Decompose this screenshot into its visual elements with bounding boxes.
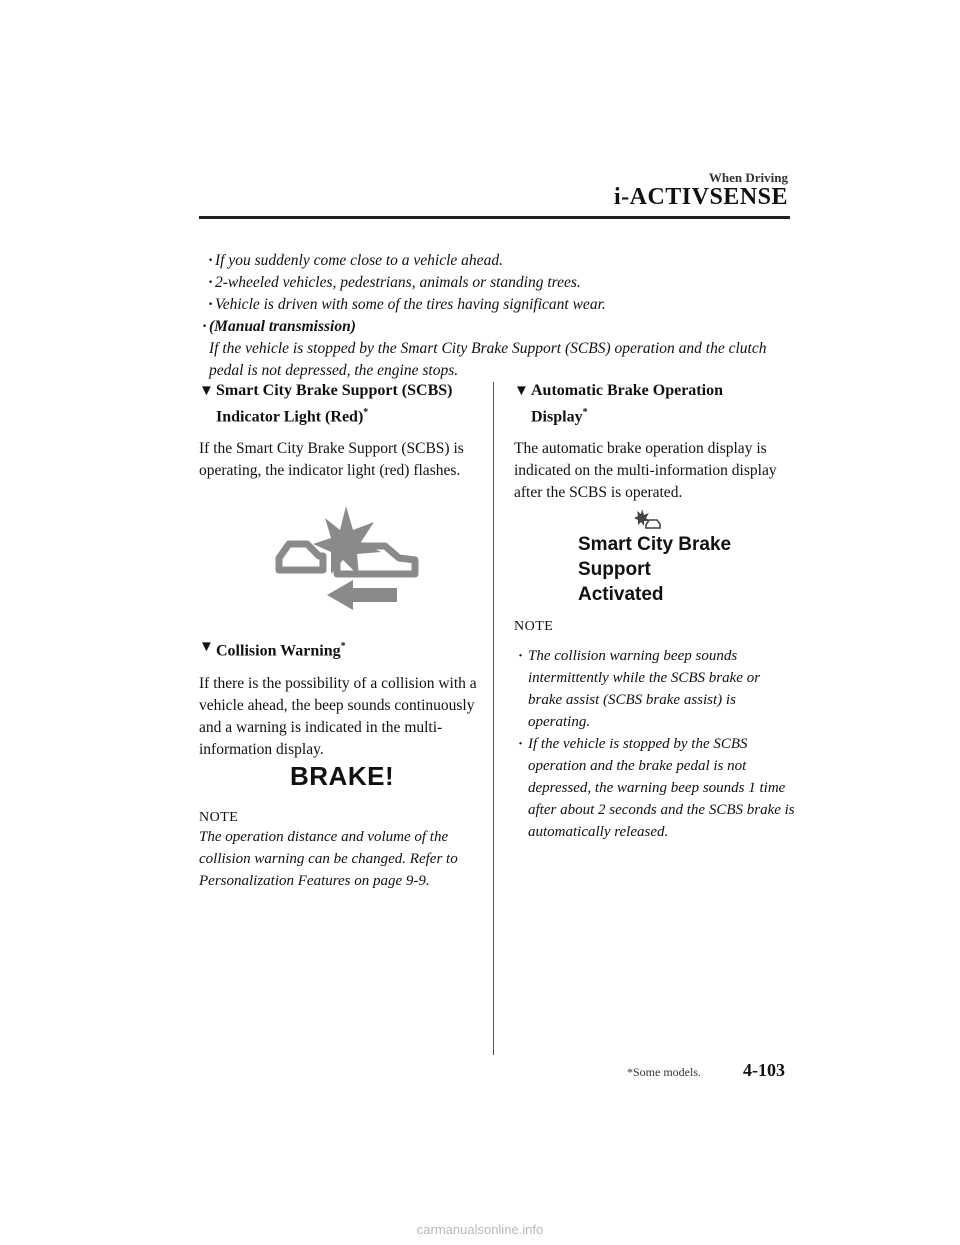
auto-brake-body: The automatic brake operation display is indicated on the multi-information display after the SCBS is operated. [514, 440, 777, 502]
scbs-indicator-icon [273, 500, 423, 610]
asterisk: * [582, 407, 588, 418]
intro-bullets [199, 250, 799, 382]
triangle-marker-icon: ▼ [199, 639, 214, 656]
heading-line: Automatic Brake Operation [531, 382, 723, 399]
collision-heading [199, 636, 484, 662]
display-line: Activated [578, 584, 664, 606]
right-column [514, 380, 796, 843]
indicator-body: If the Smart City Brake Support (SCBS) is operating, the indicator light (red) flashes. [199, 440, 464, 480]
note-item: · If the vehicle is stopped by the SCBS operation and the brake pedal is not depressed, the warning beep sounds 1 time after about 2 seconds and the SCBS brake is automatically released. [514, 733, 796, 843]
section-title: When Driving [708, 170, 788, 185]
manual-lead: · (Manual transmission) [209, 318, 356, 335]
manual-body: If the vehicle is stopped by the Smart City Brake Support (SCBS) operation and the clutch pedal is not depressed, the engine stops. [209, 340, 767, 379]
note-title: NOTE [514, 619, 554, 635]
heading-line: Indicator Light (Red) [216, 408, 364, 426]
note-list [514, 645, 796, 843]
heading-line: Display [531, 408, 583, 426]
asterisk: * [363, 407, 369, 418]
note-item: · The collision warning beep sounds intermittently while the SCBS brake or brake assist (SCBS brake assist) is operating. [514, 645, 796, 733]
bullet-item: · 2-wheeled vehicles, pedestrians, animals or standing trees. [199, 272, 799, 294]
manual-transmission-bullet [199, 316, 799, 382]
header-rule [199, 216, 790, 219]
collision-body: If there is the possibility of a collision with a vehicle ahead, the beep sounds continuously and a warning is indicated in the multi-information display. [199, 674, 477, 758]
auto-brake-heading [514, 380, 796, 428]
note-title: NOTE [199, 809, 239, 825]
heading-line: Smart City Brake Support (SCBS) [216, 382, 453, 399]
footnote: *Some models. [627, 1065, 701, 1079]
column-divider [493, 382, 494, 1055]
triangle-marker-icon: ▼ [199, 383, 214, 399]
display-line: Smart City Brake [578, 534, 732, 556]
note-body: The operation distance and volume of the collision warning can be changed. Refer to Personalization Features on page 9-9. [199, 828, 458, 889]
chapter-title: i-ACTIVSENSE [613, 184, 788, 210]
asterisk: * [340, 641, 346, 653]
bullet-item: · If you suddenly come close to a vehicle ahead. [199, 250, 799, 272]
watermark: carmanualsonline.info [416, 1222, 544, 1237]
display-line: Support [578, 559, 651, 581]
triangle-marker-icon: ▼ [514, 383, 529, 399]
left-column [199, 380, 484, 892]
bullet-item: · Vehicle is driven with some of the tires having significant wear. [199, 294, 799, 316]
page-number: 4-103 [743, 1060, 785, 1080]
heading-line: Collision Warning [216, 642, 341, 660]
indicator-heading [199, 380, 484, 428]
brake-warning-display: BRAKE! [290, 760, 395, 791]
scbs-small-icon [632, 508, 662, 532]
auto-brake-display [578, 508, 796, 607]
